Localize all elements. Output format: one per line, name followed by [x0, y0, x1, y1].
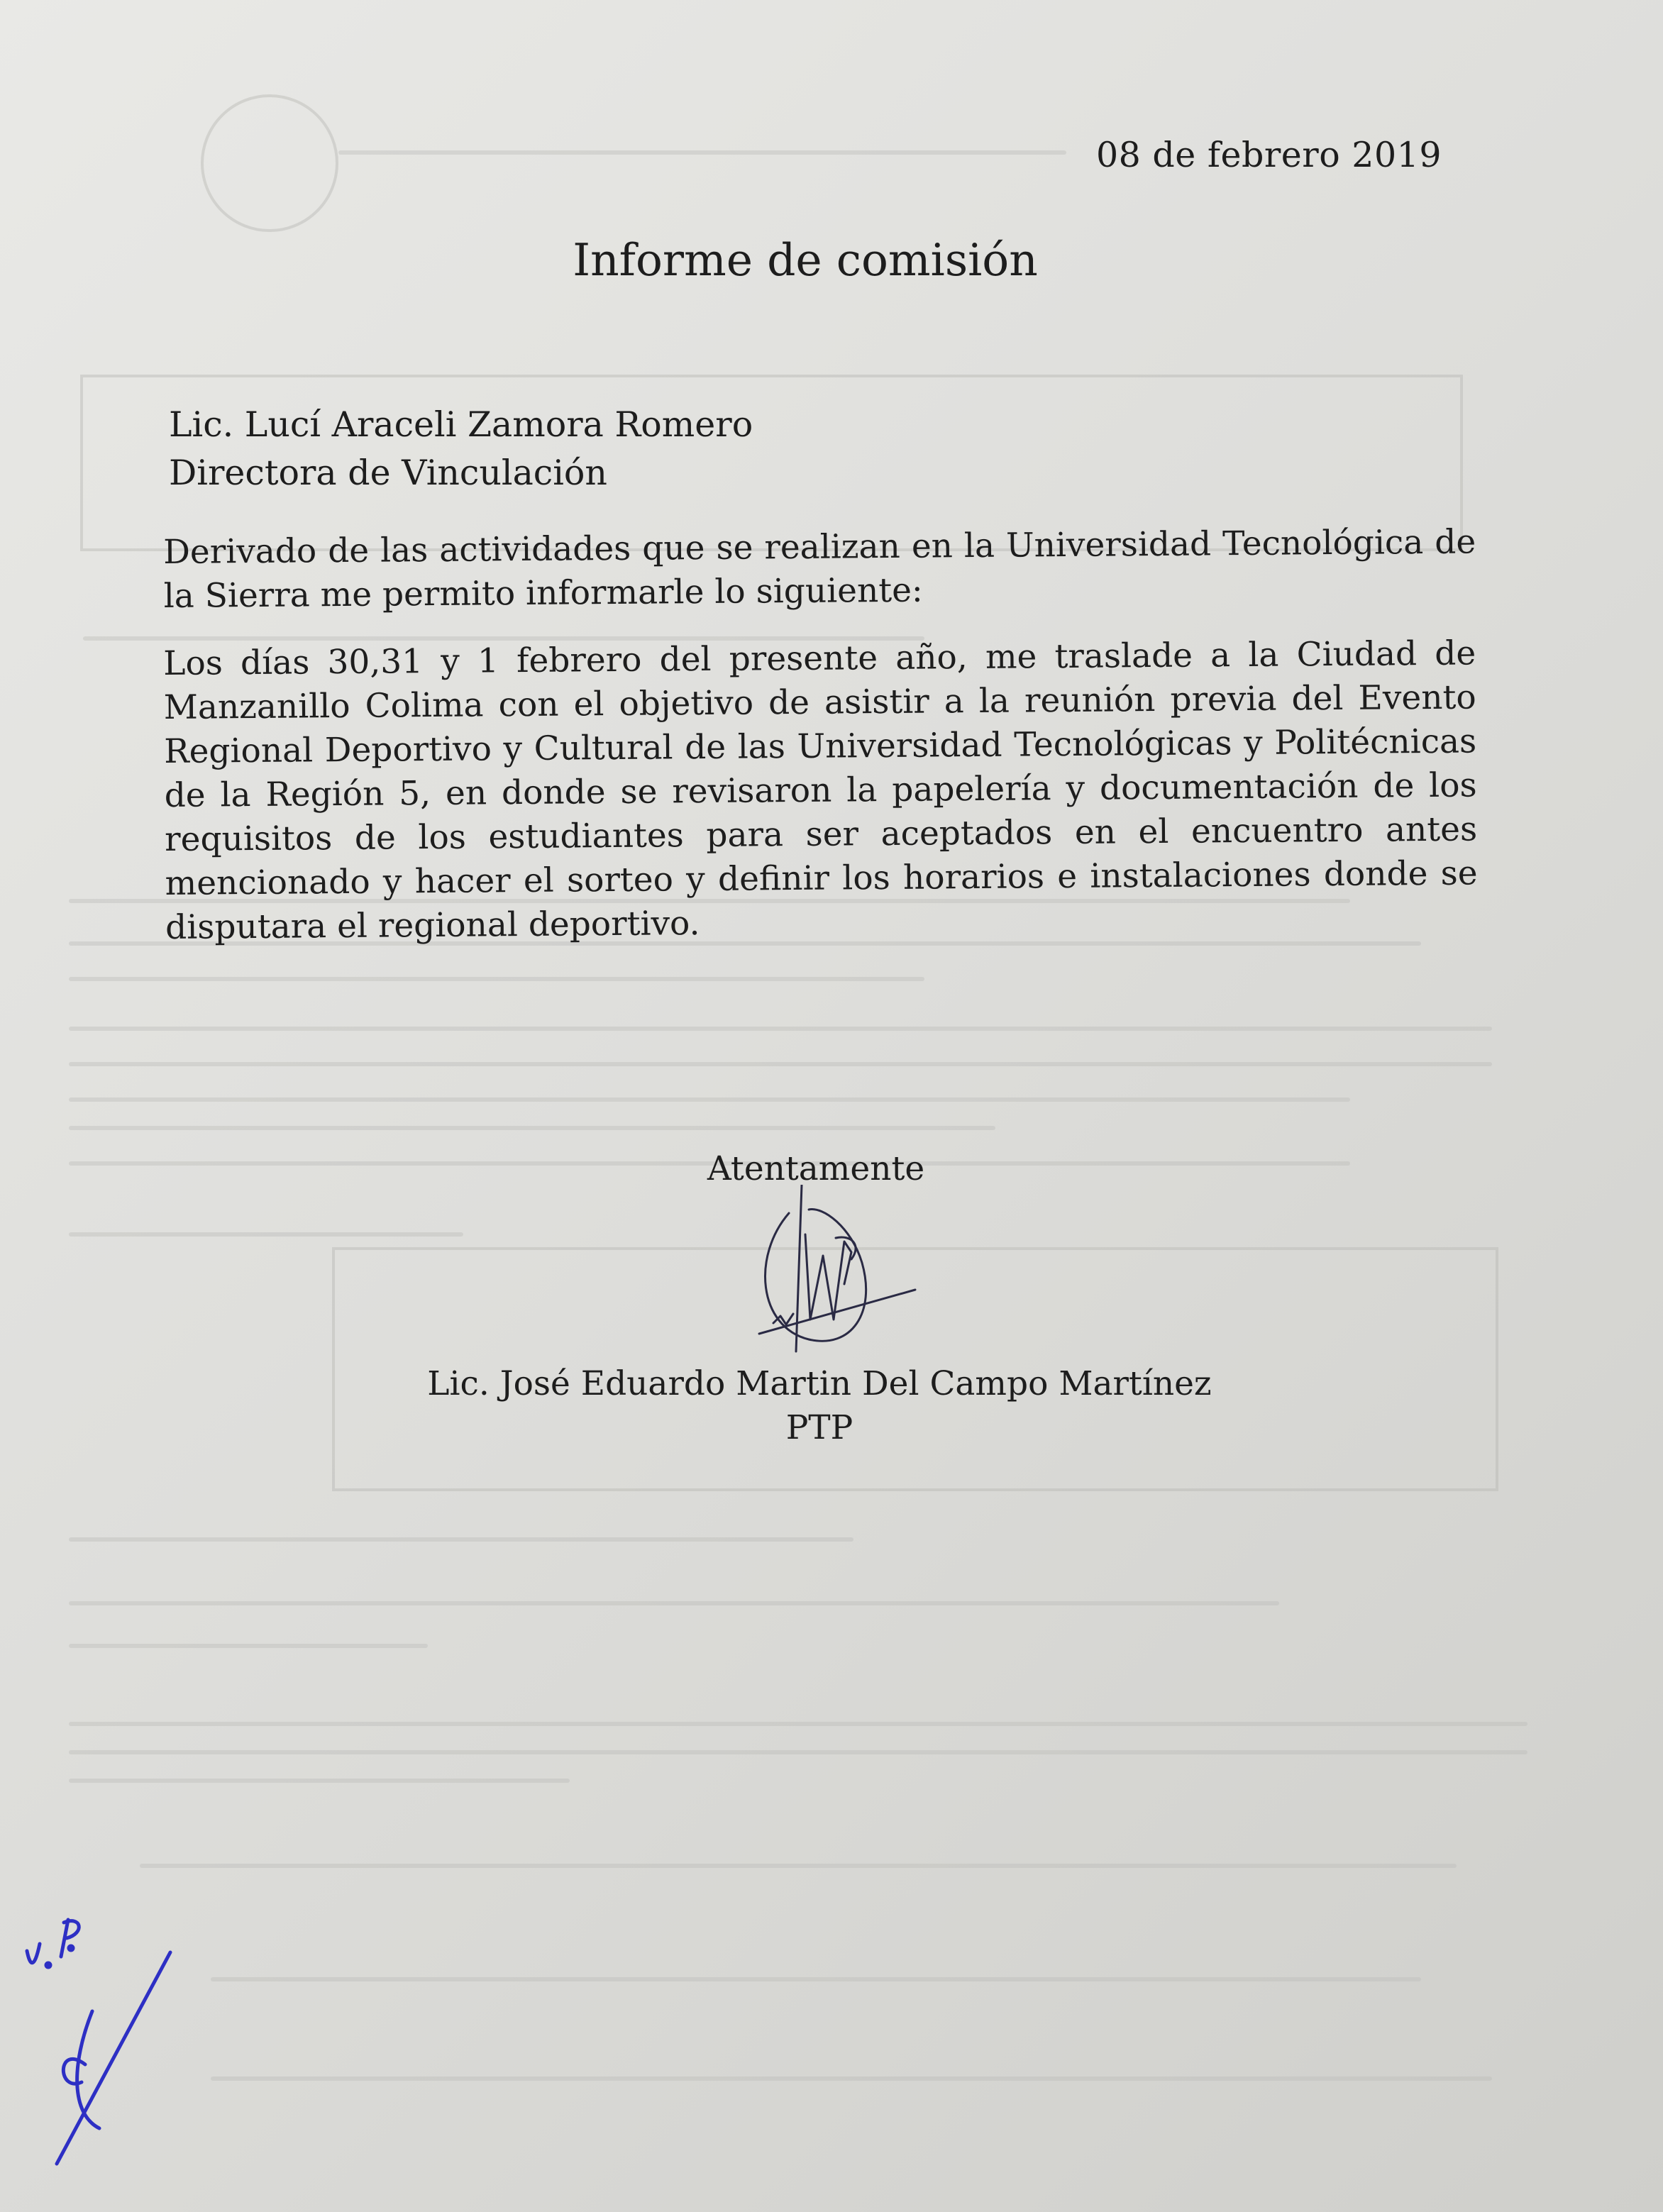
intro-paragraph: Derivado de las actividades que se realizan en la Universidad Tecnológica de la Sierra me permito informarle lo siguiente:: [163, 522, 1476, 616]
recipient-name: Lic. Lucí Araceli Zamora Romero: [169, 404, 753, 445]
signer-name: Lic. José Eduardo Martin Del Campo Martínez: [427, 1364, 1212, 1403]
recipient-block: [169, 401, 753, 497]
signer-title: PTP: [785, 1408, 853, 1447]
approval-mark-icon: [14, 1901, 184, 2171]
recipient-position: Directora de Vinculación: [169, 453, 607, 493]
report-paragraph: Los días 30,31 y 1 febrero del presente año, me traslade a la Ciudad de Manzanillo Colima con el objetivo de asistir a la reunión previa del Evento Regional Deportivo y Cultural de las Universidad Tecnológicas y Politécnicas de la Región 5, en donde se revisaron la papelería y documentación de los requisitos de los estudiantes para ser aceptados en el encuentro antes mencionado y hacer el sorteo y definir los horarios e instalaciones donde se disputara el regional deportivo.: [163, 634, 1478, 947]
closing-text: Atentamente: [707, 1149, 925, 1188]
signature-mark-icon: [745, 1185, 929, 1362]
document-title: Informe de comisión: [573, 234, 1038, 286]
signer-block: [0, 1362, 1639, 1450]
letter-date: 08 de febrero 2019: [1096, 135, 1442, 175]
